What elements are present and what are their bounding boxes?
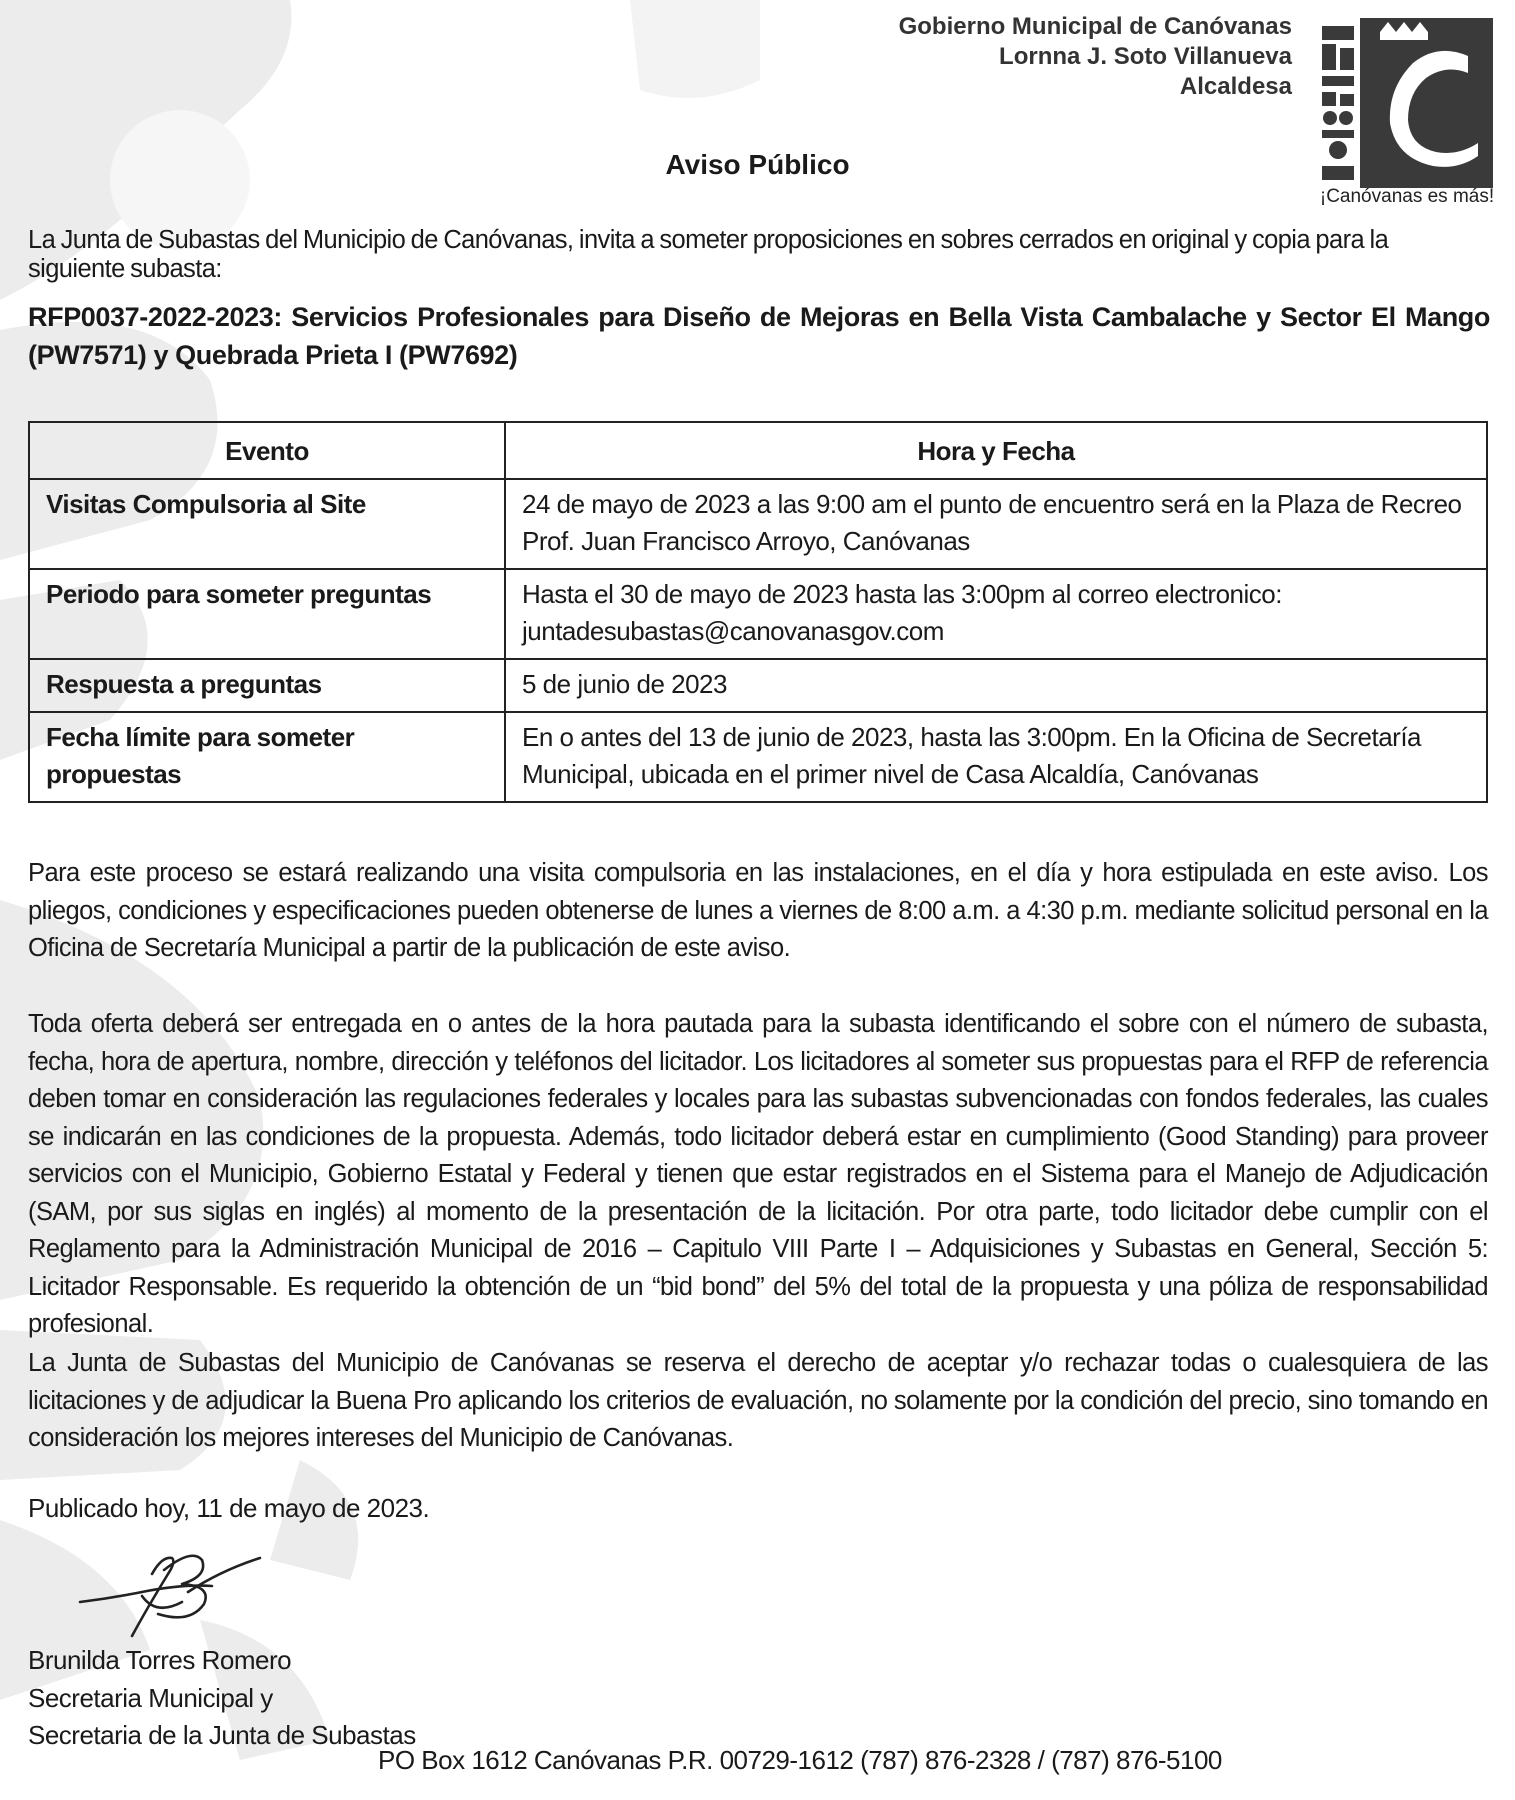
table-row [29, 659, 1487, 712]
rfp-title: RFP0037-2022-2023: Servicios Profesionales para Diseño de Mejoras en Bella Vista Cambalache y Sector El Mango (PW7571) y Quebrada Prieta I (PW7692) [28, 302, 1490, 370]
mayor-title: Alcaldesa [1179, 73, 1292, 100]
column-header-datetime: Hora y Fecha [505, 422, 1487, 479]
table-row [29, 569, 1487, 659]
datetime-cell: 5 de junio de 2023 [505, 659, 1487, 712]
body-paragraph-2: Toda oferta deberá ser entregada en o antes de la hora pautada para la subasta identificando el sobre con el número de subasta, fecha, hora de apertura, nombre, dirección y teléfonos del licitador. Los licitadores al someter sus propuestas para el RFP de referencia deben tomar en consideración las regulaciones federales y locales para las subastas subvencionadas con fondos federales, las cuales se indicarán en las condiciones de la propuesta. Además, todo licitador deberá estar en cumplimiento (Good Standing) para proveer servicios con el Municipio, Gobierno Estatal y Federal y tienen que estar registrados en el Sistema para el Manejo de Adjudicación (SAM, por sus siglas en inglés) al momento de la presentación de la licitación. Por otra parte, todo licitador debe cumplir con el Reglamento para la Administración Municipal de 2016 – Capitulo VIII Parte I – Adquisiciones y Subastas en General, Sección 5: Licitador Responsable. Es requerido la obtención de un “bid bond” del 5% del total de la propuesta y una póliza de responsabilidad profesional. [28, 1010, 1488, 1338]
column-header-event: Evento [29, 422, 505, 479]
event-cell: Visitas Compulsoria al Site [29, 479, 505, 569]
body-paragraph-3: La Junta de Subastas del Municipio de Canóvanas se reserva el derecho de aceptar y/o rechazar todas o cualesquiera de las licitaciones y de adjudicar la Buena Pro aplicando los criterios de evaluación, no solamente por la condición del precio, sino tomando en consideración los mejores intereses del Municipio de Canóvanas. [28, 1349, 1488, 1452]
government-name: Gobierno Municipal de Canóvanas [898, 13, 1292, 40]
datetime-cell: En o antes del 13 de junio de 2023, hasta las 3:00pm. En la Oficina de Secretaría Municipal, ubicada en el primer nivel de Casa Alcaldía, Canóvanas [505, 712, 1487, 802]
event-cell: Fecha límite para someter propuestas [29, 712, 505, 802]
body-paragraph-1: Para este proceso se estará realizando una visita compulsoria en las instalaciones, en el día y hora estipulada en este aviso. Los pliegos, condiciones y especificaciones pueden obtenerse de lunes a viernes de 8:00 a.m. a 4:30 p.m. mediante solicitud personal en la Oficina de Secretaría Municipal a partir de la publicación de este aviso. [28, 859, 1488, 962]
mayor-name: Lornna J. Soto Villanueva [999, 43, 1292, 70]
signer-block [28, 1642, 416, 1755]
handwritten-signature [72, 1540, 272, 1650]
publication-date: Publicado hoy, 11 de mayo de 2023. [28, 1493, 430, 1523]
notice-title: Aviso Público [665, 149, 850, 180]
event-cell: Periodo para someter preguntas [29, 569, 505, 659]
table-row [29, 712, 1487, 802]
signer-title-2: Secretaria de la Junta de Subastas [28, 1720, 416, 1750]
municipal-slogan: ¡Canóvanas es más! [1319, 186, 1495, 207]
footer-contact: PO Box 1612 Canóvanas P.R. 00729-1612 (787) 876-2328 / (787) 876-5100 [378, 1745, 1222, 1775]
notice-intro: La Junta de Subastas del Municipio de Canóvanas, invita a someter proposiciones en sobres cerrados en original y copia para la siguiente subasta: [28, 226, 1389, 283]
datetime-cell: Hasta el 30 de mayo de 2023 hasta las 3:00pm al correo electronico: juntadesubastas@canovanasgov.com [505, 569, 1487, 659]
table-row [29, 479, 1487, 569]
schedule-table [28, 421, 1488, 803]
signer-title-1: Secretaria Municipal y [28, 1682, 273, 1713]
event-cell: Respuesta a preguntas [29, 659, 505, 712]
datetime-cell: 24 de mayo de 2023 a las 9:00 am el punto de encuentro será en la Plaza de Recreo Prof. Juan Francisco Arroyo, Canóvanas [505, 479, 1487, 569]
table-header-row [29, 422, 1487, 479]
signer-name: Brunilda Torres Romero [28, 1645, 292, 1675]
municipality-header [899, 12, 1292, 102]
